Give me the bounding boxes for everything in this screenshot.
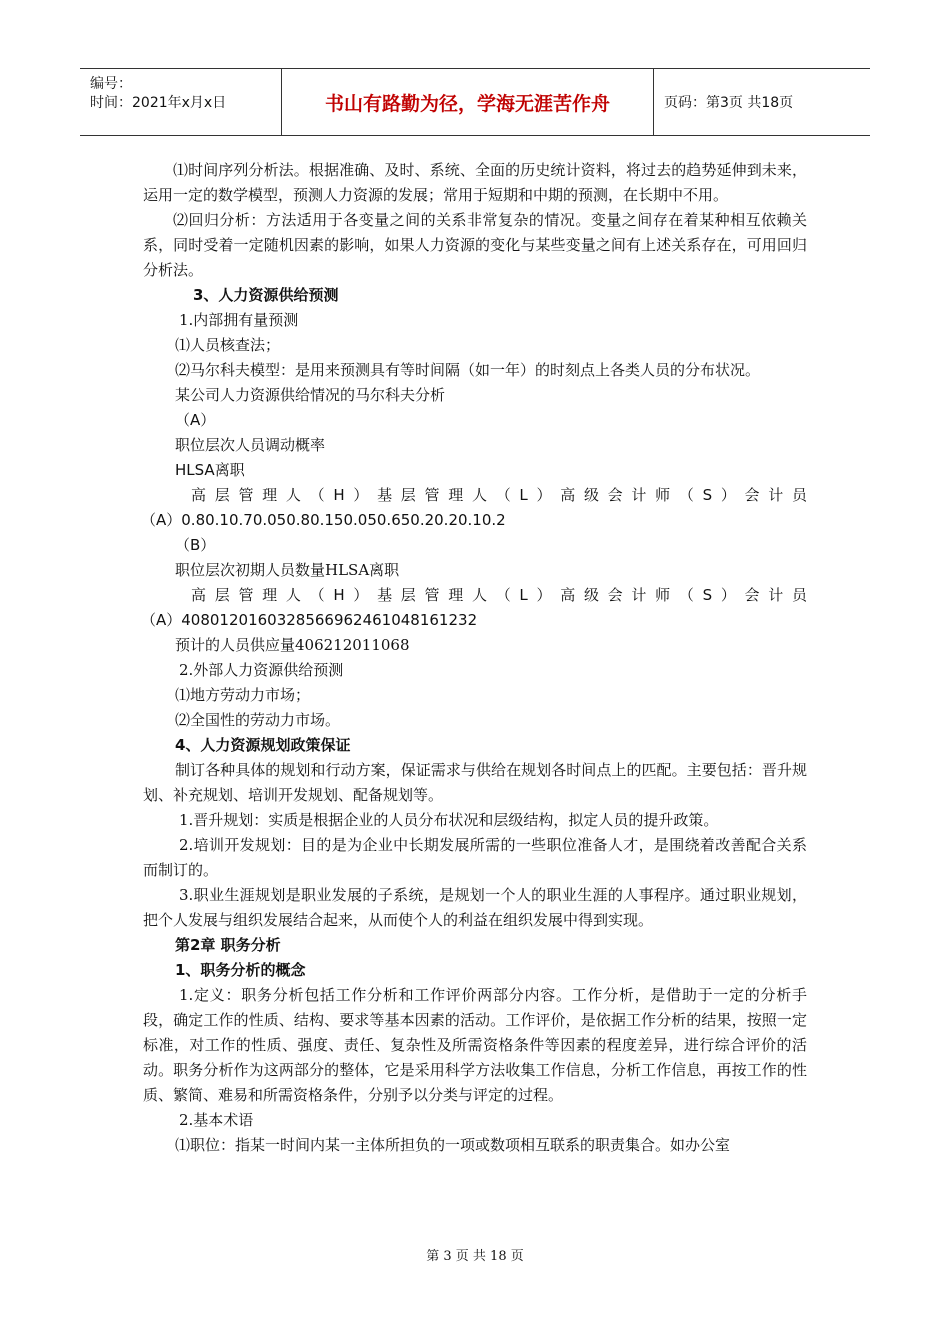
paragraph: ⑴职位：指某一时间内某一主体所担负的一项或数项相互联系的职责集合。如办公室 [175, 1136, 731, 1154]
header-page-info: 页码：第3页 共18页 [664, 95, 794, 111]
table-header-row: 高层管理人（H）基层管理人（L）高级会计师（S）会计员 [191, 586, 807, 604]
paragraph: 预计的人员供应量406212011068 [175, 636, 410, 654]
paragraph: 1.内部拥有量预测 [179, 311, 299, 329]
paragraph: 1.晋升规划：实质是根据企业的人员分布状况和层级结构，拟定人员的提升政策。 [179, 811, 719, 829]
document-body [143, 158, 807, 1158]
paragraph: 2.外部人力资源供给预测 [179, 661, 344, 679]
table-data-row: （A）4080120160328566962461048161232 [141, 611, 478, 629]
paragraph: ⑵回归分析：方法适用于各变量之间的关系非常复杂的情况。变量之间存在着某种相互依赖关系，同时受着一定随机因素的影响，如果人力资源的变化与某些变量之间有上述关系存在，可用回归分析法。 [143, 211, 807, 279]
page-footer: 第 3 页 共 18 页 [426, 1249, 524, 1264]
paragraph: 职位层次初期人员数量HLSA离职 [175, 561, 400, 579]
paragraph: 2.基本术语 [179, 1111, 254, 1129]
section-heading: 3、人力资源供给预测 [193, 286, 339, 304]
paragraph: （B） [175, 536, 216, 554]
paragraph: HLSA离职 [175, 461, 245, 479]
doc-time-label: 时间：2021年x月x日 [90, 95, 227, 111]
paragraph: 制订各种具体的规划和行动方案，保证需求与供给在规划各时间点上的匹配。主要包括：晋升规划、补充规划、培训开发规划、配备规划等。 [143, 761, 807, 804]
paragraph: ⑵马尔科夫模型：是用来预测具有等时间隔（如一年）的时刻点上各类人员的分布状况。 [175, 361, 761, 379]
table-header-row: 高层管理人（H）基层管理人（L）高级会计师（S）会计员 [191, 486, 807, 504]
paragraph: 3.职业生涯规划是职业发展的子系统，是规划一个人的职业生涯的人事程序。通过职业规划，把个人发展与组织发展结合起来，从而使个人的利益在组织发展中得到实现。 [143, 886, 807, 929]
doc-number-label: 编号： [90, 76, 132, 92]
paragraph: ⑴地方劳动力市场； [175, 686, 311, 704]
page-header [80, 68, 870, 136]
chapter-heading: 第2章 职务分析 [175, 936, 281, 954]
paragraph: （A） [175, 411, 216, 429]
paragraph: ⑵全国性的劳动力市场。 [175, 711, 341, 729]
paragraph: 1.定义：职务分析包括工作分析和工作评价两部分内容。工作分析，是借助于一定的分析手段，确定工作的性质、结构、要求等基本因素的活动。工作评价，是依据工作分析的结果，按照一定标准，对工作的性质、强度、责任、复杂性及所需资格条件等因素的程度差异，进行综合评价的活动。职务分析作为这两部分的整体，它是采用科学方法收集工作信息，分析工作信息，再按工作的性质、繁简、难易和所需资格条件，分别予以分类与评定的过程。 [143, 986, 807, 1104]
paragraph: ⑴时间序列分析法。根据准确、及时、系统、全面的历史统计资料，将过去的趋势延伸到未来，运用一定的数学模型，预测人力资源的发展；常用于短期和中期的预测，在长期中不用。 [143, 161, 807, 204]
table-data-row: （A）0.80.10.70.050.80.150.050.650.20.20.10.2 [141, 511, 506, 529]
section-heading: 1、职务分析的概念 [175, 961, 306, 979]
paragraph: ⑴人员核查法； [175, 336, 281, 354]
paragraph: 2.培训开发规划：目的是为企业中长期发展所需的一些职位准备人才，是围绕着改善配合关系而制订的。 [143, 836, 807, 879]
section-heading: 4、人力资源规划政策保证 [175, 736, 351, 754]
header-meta [80, 69, 282, 135]
paragraph: 某公司人力资源供给情况的马尔科夫分析 [175, 386, 446, 404]
header-motto: 书山有路勤为径，学海无涯苦作舟 [282, 69, 654, 135]
paragraph: 职位层次人员调动概率 [175, 436, 326, 454]
